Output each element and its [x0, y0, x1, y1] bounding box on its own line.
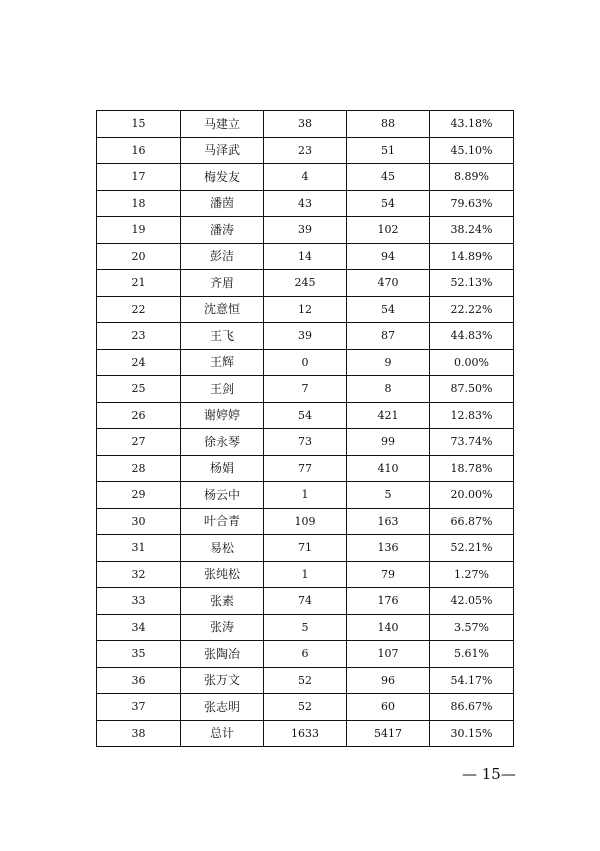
row-number-cell: 31 [97, 535, 181, 562]
total-cell: 410 [347, 455, 430, 482]
count-cell: 73 [264, 429, 347, 456]
total-cell: 140 [347, 614, 430, 641]
total-cell: 136 [347, 535, 430, 562]
name-cell: 总计 [181, 720, 264, 747]
percentage-cell: 12.83% [430, 402, 514, 429]
percentage-cell: 3.57% [430, 614, 514, 641]
count-cell: 0 [264, 349, 347, 376]
total-cell: 60 [347, 694, 430, 721]
count-cell: 39 [264, 323, 347, 350]
count-cell: 39 [264, 217, 347, 244]
row-number-cell: 26 [97, 402, 181, 429]
total-cell: 9 [347, 349, 430, 376]
total-cell: 99 [347, 429, 430, 456]
count-cell: 14 [264, 243, 347, 270]
row-number-cell: 20 [97, 243, 181, 270]
total-cell: 8 [347, 376, 430, 403]
row-number-cell: 15 [97, 111, 181, 138]
name-cell: 易松 [181, 535, 264, 562]
table-row [97, 588, 514, 615]
row-number-cell: 18 [97, 190, 181, 217]
total-cell: 421 [347, 402, 430, 429]
name-cell: 沈意恒 [181, 296, 264, 323]
table-row [97, 455, 514, 482]
table-row [97, 243, 514, 270]
percentage-cell: 44.83% [430, 323, 514, 350]
total-cell: 102 [347, 217, 430, 244]
row-number-cell: 16 [97, 137, 181, 164]
total-cell: 96 [347, 667, 430, 694]
percentage-cell: 14.89% [430, 243, 514, 270]
count-cell: 74 [264, 588, 347, 615]
name-cell: 彭洁 [181, 243, 264, 270]
name-cell: 张纯松 [181, 561, 264, 588]
count-cell: 1633 [264, 720, 347, 747]
row-number-cell: 34 [97, 614, 181, 641]
table-row [97, 349, 514, 376]
total-cell: 176 [347, 588, 430, 615]
name-cell: 张万文 [181, 667, 264, 694]
total-cell: 5417 [347, 720, 430, 747]
count-cell: 1 [264, 482, 347, 509]
table-row [97, 535, 514, 562]
count-cell: 77 [264, 455, 347, 482]
total-cell: 470 [347, 270, 430, 297]
percentage-cell: 73.74% [430, 429, 514, 456]
table-row [97, 694, 514, 721]
table-row [97, 137, 514, 164]
percentage-cell: 43.18% [430, 111, 514, 138]
percentage-cell: 0.00% [430, 349, 514, 376]
count-cell: 4 [264, 164, 347, 191]
name-cell: 王辉 [181, 349, 264, 376]
name-cell: 马建立 [181, 111, 264, 138]
name-cell: 潘茵 [181, 190, 264, 217]
total-cell: 88 [347, 111, 430, 138]
row-number-cell: 23 [97, 323, 181, 350]
percentage-cell: 54.17% [430, 667, 514, 694]
count-cell: 6 [264, 641, 347, 668]
name-cell: 梅发友 [181, 164, 264, 191]
name-cell: 徐永琴 [181, 429, 264, 456]
row-number-cell: 19 [97, 217, 181, 244]
row-number-cell: 25 [97, 376, 181, 403]
row-number-cell: 37 [97, 694, 181, 721]
name-cell: 杨云中 [181, 482, 264, 509]
count-cell: 43 [264, 190, 347, 217]
total-cell: 51 [347, 137, 430, 164]
row-number-cell: 24 [97, 349, 181, 376]
total-cell: 54 [347, 190, 430, 217]
percentage-cell: 66.87% [430, 508, 514, 535]
row-number-cell: 36 [97, 667, 181, 694]
table-row [97, 720, 514, 747]
table-row [97, 429, 514, 456]
count-cell: 109 [264, 508, 347, 535]
count-cell: 23 [264, 137, 347, 164]
name-cell: 张涛 [181, 614, 264, 641]
name-cell: 王剑 [181, 376, 264, 403]
percentage-cell: 79.63% [430, 190, 514, 217]
table-row [97, 217, 514, 244]
count-cell: 52 [264, 667, 347, 694]
percentage-cell: 8.89% [430, 164, 514, 191]
table-row [97, 296, 514, 323]
row-number-cell: 17 [97, 164, 181, 191]
total-cell: 79 [347, 561, 430, 588]
total-cell: 107 [347, 641, 430, 668]
name-cell: 马泽武 [181, 137, 264, 164]
count-cell: 7 [264, 376, 347, 403]
table-row [97, 190, 514, 217]
percentage-cell: 18.78% [430, 455, 514, 482]
table-body [97, 111, 514, 747]
table-row [97, 270, 514, 297]
name-cell: 杨娟 [181, 455, 264, 482]
name-cell: 潘涛 [181, 217, 264, 244]
table-row [97, 641, 514, 668]
row-number-cell: 28 [97, 455, 181, 482]
percentage-cell: 38.24% [430, 217, 514, 244]
count-cell: 245 [264, 270, 347, 297]
table-row [97, 561, 514, 588]
count-cell: 52 [264, 694, 347, 721]
table-row [97, 376, 514, 403]
percentage-cell: 42.05% [430, 588, 514, 615]
page-number: — 15— [462, 765, 516, 783]
total-cell: 5 [347, 482, 430, 509]
table-row [97, 402, 514, 429]
row-number-cell: 35 [97, 641, 181, 668]
percentage-cell: 5.61% [430, 641, 514, 668]
row-number-cell: 32 [97, 561, 181, 588]
count-cell: 5 [264, 614, 347, 641]
percentage-cell: 20.00% [430, 482, 514, 509]
table-row [97, 164, 514, 191]
percentage-cell: 52.13% [430, 270, 514, 297]
name-cell: 王飞 [181, 323, 264, 350]
total-cell: 54 [347, 296, 430, 323]
total-cell: 94 [347, 243, 430, 270]
name-cell: 叶合青 [181, 508, 264, 535]
total-cell: 45 [347, 164, 430, 191]
total-cell: 163 [347, 508, 430, 535]
row-number-cell: 29 [97, 482, 181, 509]
name-cell: 谢婷婷 [181, 402, 264, 429]
table-row [97, 323, 514, 350]
row-number-cell: 38 [97, 720, 181, 747]
row-number-cell: 22 [97, 296, 181, 323]
data-table [96, 110, 514, 747]
count-cell: 1 [264, 561, 347, 588]
row-number-cell: 21 [97, 270, 181, 297]
table-row [97, 482, 514, 509]
row-number-cell: 33 [97, 588, 181, 615]
percentage-cell: 52.21% [430, 535, 514, 562]
table-row [97, 667, 514, 694]
table-row [97, 508, 514, 535]
percentage-cell: 22.22% [430, 296, 514, 323]
percentage-cell: 45.10% [430, 137, 514, 164]
name-cell: 齐眉 [181, 270, 264, 297]
row-number-cell: 27 [97, 429, 181, 456]
table-row [97, 614, 514, 641]
name-cell: 张素 [181, 588, 264, 615]
count-cell: 38 [264, 111, 347, 138]
count-cell: 54 [264, 402, 347, 429]
percentage-cell: 30.15% [430, 720, 514, 747]
name-cell: 张陶冶 [181, 641, 264, 668]
table-row [97, 111, 514, 138]
total-cell: 87 [347, 323, 430, 350]
percentage-cell: 87.50% [430, 376, 514, 403]
percentage-cell: 86.67% [430, 694, 514, 721]
count-cell: 71 [264, 535, 347, 562]
row-number-cell: 30 [97, 508, 181, 535]
percentage-cell: 1.27% [430, 561, 514, 588]
count-cell: 12 [264, 296, 347, 323]
name-cell: 张志明 [181, 694, 264, 721]
